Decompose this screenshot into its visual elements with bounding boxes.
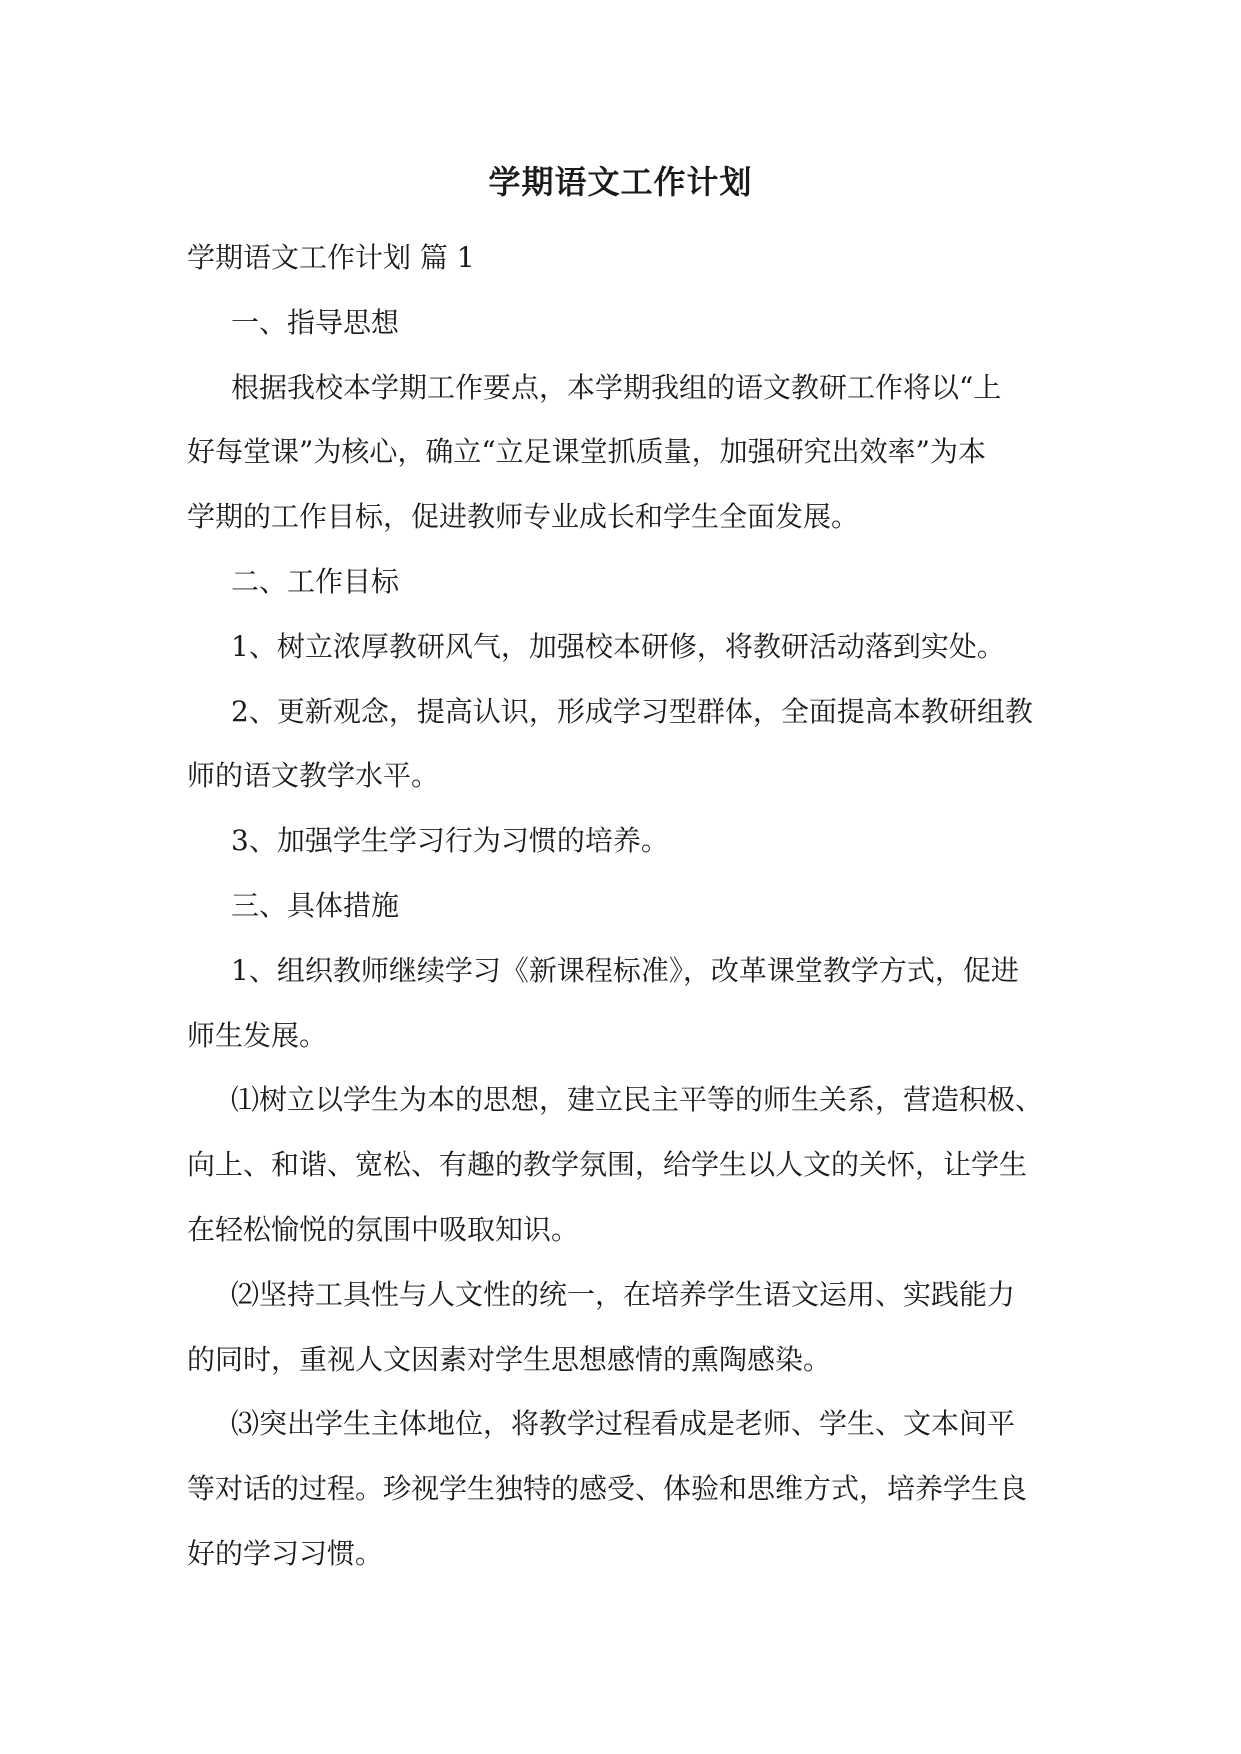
text-line: 1、树立浓厚教研风气，加强校本研修，将教研活动落到实处。	[231, 629, 1005, 663]
document-title: 学期语文工作计划	[488, 163, 753, 201]
text-line: ⑶突出学生主体地位，将教学过程看成是老师、学生、文本间平	[231, 1407, 1016, 1441]
text-line: 3、加强学生学习行为习惯的培养。	[231, 824, 669, 858]
text-line: 师的语文教学水平。	[187, 759, 440, 793]
text-line: 学期语文工作计划 篇 1	[187, 241, 475, 274]
text-line: 向上、和谐、宽松、有趣的教学氛围，给学生以人文的关怀，让学生	[187, 1148, 1028, 1182]
text-line: 师生发展。	[187, 1018, 328, 1052]
text-line: 的同时，重视人文因素对学生思想感情的熏陶感染。	[187, 1342, 832, 1376]
text-line: 1、组织教师继续学习《新课程标准》，改革课堂教学方式，促进	[231, 953, 1019, 987]
text-line: 好的学习习惯。	[187, 1536, 384, 1570]
text-line: 二、工作目标	[231, 564, 400, 598]
text-line: 三、具体措施	[231, 888, 400, 922]
text-line: 学期的工作目标，促进教师专业成长和学生全面发展。	[187, 500, 860, 534]
text-line: ⑵坚持工具性与人文性的统一，在培养学生语文运用、实践能力	[231, 1277, 1016, 1311]
text-line: 好每堂课”为核心，确立“立足课堂抓质量，加强研究出效率”为本	[187, 435, 986, 469]
text-line: 2、更新观念，提高认识，形成学习型群体，全面提高本教研组教	[231, 694, 1033, 728]
text-line: 等对话的过程。珍视学生独特的感受、体验和思维方式，培养学生良	[187, 1472, 1028, 1506]
text-line: 根据我校本学期工作要点，本学期我组的语文教研工作将以“上	[231, 370, 1002, 404]
document-body	[187, 226, 1087, 1587]
text-line: 一、指导思想	[231, 305, 400, 339]
text-line: ⑴树立以学生为本的思想，建立民主平等的师生关系，营造积极、	[231, 1083, 1044, 1117]
text-line: 在轻松愉悦的氛围中吸取知识。	[187, 1212, 580, 1246]
